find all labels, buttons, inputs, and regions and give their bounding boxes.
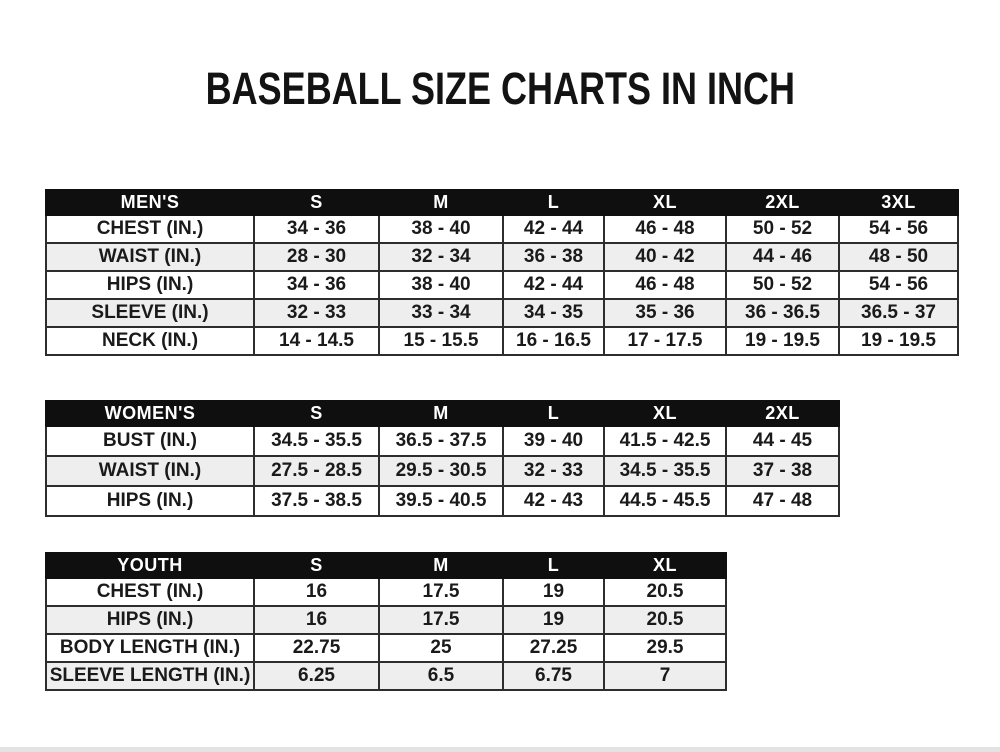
- womens-row-2: [46, 486, 839, 516]
- size-value: 40 - 42: [604, 243, 726, 271]
- womens-group-header: WOMEN'S: [46, 401, 254, 426]
- row-label: NECK (IN.): [46, 327, 254, 355]
- mens-column-header-2xl: 2XL: [726, 190, 839, 215]
- row-label: BODY LENGTH (IN.): [46, 634, 254, 662]
- size-value: 48 - 50: [839, 243, 958, 271]
- size-value: 54 - 56: [839, 215, 958, 243]
- womens-header-row: [46, 401, 839, 426]
- mens-column-header-m: M: [379, 190, 503, 215]
- mens-table: [45, 189, 959, 356]
- size-value: 34.5 - 35.5: [254, 426, 379, 456]
- youth-column-header-m: M: [379, 553, 503, 578]
- size-value: 6.75: [503, 662, 604, 690]
- size-value: 47 - 48: [726, 486, 839, 516]
- size-value: 16: [254, 578, 379, 606]
- size-value: 27.25: [503, 634, 604, 662]
- size-value: 28 - 30: [254, 243, 379, 271]
- row-label: WAIST (IN.): [46, 243, 254, 271]
- size-value: 46 - 48: [604, 215, 726, 243]
- size-value: 54 - 56: [839, 271, 958, 299]
- size-value: 15 - 15.5: [379, 327, 503, 355]
- womens-column-header-s: S: [254, 401, 379, 426]
- size-value: 37 - 38: [726, 456, 839, 486]
- mens-row-2: [46, 271, 958, 299]
- size-value: 22.75: [254, 634, 379, 662]
- size-value: 36.5 - 37.5: [379, 426, 503, 456]
- youth-column-header-xl: XL: [604, 553, 726, 578]
- row-label: HIPS (IN.): [46, 486, 254, 516]
- womens-row-1: [46, 456, 839, 486]
- mens-column-header-3xl: 3XL: [839, 190, 958, 215]
- size-value: 33 - 34: [379, 299, 503, 327]
- size-value: 14 - 14.5: [254, 327, 379, 355]
- size-value: 20.5: [604, 606, 726, 634]
- size-value: 39.5 - 40.5: [379, 486, 503, 516]
- size-value: 6.25: [254, 662, 379, 690]
- size-value: 36 - 38: [503, 243, 604, 271]
- size-value: 34 - 36: [254, 271, 379, 299]
- mens-row-1: [46, 243, 958, 271]
- row-label: CHEST (IN.): [46, 578, 254, 606]
- size-value: 20.5: [604, 578, 726, 606]
- size-value: 42 - 43: [503, 486, 604, 516]
- size-value: 50 - 52: [726, 215, 839, 243]
- size-value: 19: [503, 578, 604, 606]
- size-value: 29.5: [604, 634, 726, 662]
- youth-column-header-l: L: [503, 553, 604, 578]
- size-value: 36.5 - 37: [839, 299, 958, 327]
- size-value: 29.5 - 30.5: [379, 456, 503, 486]
- womens-column-header-l: L: [503, 401, 604, 426]
- size-value: 17.5: [379, 606, 503, 634]
- mens-row-0: [46, 215, 958, 243]
- size-value: 34.5 - 35.5: [604, 456, 726, 486]
- size-value: 25: [379, 634, 503, 662]
- mens-column-header-xl: XL: [604, 190, 726, 215]
- youth-header-row: [46, 553, 726, 578]
- size-value: 42 - 44: [503, 215, 604, 243]
- size-value: 7: [604, 662, 726, 690]
- mens-row-3: [46, 299, 958, 327]
- size-value: 38 - 40: [379, 271, 503, 299]
- youth-column-header-s: S: [254, 553, 379, 578]
- bottom-edge-strip: [0, 747, 1000, 752]
- womens-size-chart: [45, 400, 838, 517]
- size-value: 44 - 45: [726, 426, 839, 456]
- youth-row-3: [46, 662, 726, 690]
- size-value: 50 - 52: [726, 271, 839, 299]
- size-value: 32 - 34: [379, 243, 503, 271]
- size-value: 27.5 - 28.5: [254, 456, 379, 486]
- mens-column-header-l: L: [503, 190, 604, 215]
- size-value: 34 - 35: [503, 299, 604, 327]
- size-value: 44 - 46: [726, 243, 839, 271]
- page-title-text: BASEBALL SIZE CHARTS IN INCH: [205, 63, 795, 114]
- row-label: CHEST (IN.): [46, 215, 254, 243]
- youth-size-chart: [45, 552, 726, 691]
- size-value: 46 - 48: [604, 271, 726, 299]
- size-value: 19: [503, 606, 604, 634]
- size-value: 32 - 33: [503, 456, 604, 486]
- row-label: BUST (IN.): [46, 426, 254, 456]
- row-label: HIPS (IN.): [46, 271, 254, 299]
- size-value: 37.5 - 38.5: [254, 486, 379, 516]
- size-value: 19 - 19.5: [726, 327, 839, 355]
- size-value: 41.5 - 42.5: [604, 426, 726, 456]
- size-value: 39 - 40: [503, 426, 604, 456]
- size-value: 42 - 44: [503, 271, 604, 299]
- row-label: HIPS (IN.): [46, 606, 254, 634]
- womens-table: [45, 400, 840, 517]
- size-value: 36 - 36.5: [726, 299, 839, 327]
- youth-row-0: [46, 578, 726, 606]
- size-value: 16 - 16.5: [503, 327, 604, 355]
- size-value: 6.5: [379, 662, 503, 690]
- mens-column-header-s: S: [254, 190, 379, 215]
- mens-header-row: [46, 190, 958, 215]
- size-value: 44.5 - 45.5: [604, 486, 726, 516]
- size-value: 32 - 33: [254, 299, 379, 327]
- size-value: 35 - 36: [604, 299, 726, 327]
- size-value: 16: [254, 606, 379, 634]
- mens-group-header: MEN'S: [46, 190, 254, 215]
- youth-group-header: YOUTH: [46, 553, 254, 578]
- row-label: SLEEVE (IN.): [46, 299, 254, 327]
- youth-row-2: [46, 634, 726, 662]
- womens-column-header-xl: XL: [604, 401, 726, 426]
- womens-column-header-2xl: 2XL: [726, 401, 839, 426]
- size-value: 17.5: [379, 578, 503, 606]
- size-value: 38 - 40: [379, 215, 503, 243]
- mens-size-chart: [45, 189, 957, 356]
- size-value: 17 - 17.5: [604, 327, 726, 355]
- youth-table: [45, 552, 727, 691]
- womens-row-0: [46, 426, 839, 456]
- page-title: [0, 63, 1000, 114]
- row-label: SLEEVE LENGTH (IN.): [46, 662, 254, 690]
- mens-row-4: [46, 327, 958, 355]
- size-value: 19 - 19.5: [839, 327, 958, 355]
- size-value: 34 - 36: [254, 215, 379, 243]
- row-label: WAIST (IN.): [46, 456, 254, 486]
- womens-column-header-m: M: [379, 401, 503, 426]
- youth-row-1: [46, 606, 726, 634]
